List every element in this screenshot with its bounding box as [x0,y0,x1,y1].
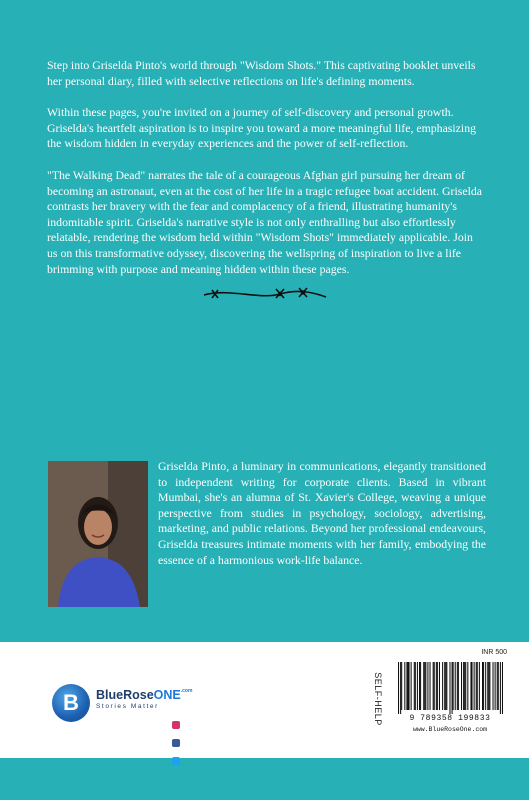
barcode-bar [485,662,486,710]
barcode-bar [495,662,496,710]
facebook-icon [172,739,180,747]
barcode-bar [423,662,424,710]
barcode-bar [419,662,420,710]
barcode-bar [479,662,480,710]
barcode-bar [453,662,454,710]
barcode-bar [455,662,456,710]
barcode-bar [424,662,425,710]
barcode-bar [427,662,428,710]
barcode-bar [400,662,401,714]
barcode-bar [444,662,445,710]
barcode-bar [452,662,453,714]
twitter-icon [172,757,180,765]
barcode-bar [463,662,464,710]
barcode-bar [488,662,489,710]
barcode-bar [502,662,503,714]
barcode-bar [406,662,407,710]
barcode-bar [474,662,475,710]
barcode-bar [401,662,402,710]
barcode-bar [489,662,490,710]
author-portrait-icon [48,461,148,607]
barcode-bar [436,662,437,710]
barcode-bar [457,662,458,710]
barcode-bar [411,662,412,710]
barcode-bar [482,662,483,710]
publisher-logo [52,684,193,728]
barcode-bar [465,662,466,710]
bluerose-logo-icon [52,684,90,722]
barcode-bar [425,662,426,710]
barbed-wire-divider [200,284,330,304]
barcode-bar [404,662,405,710]
barcode-bar [409,662,410,710]
author-photo [48,461,148,607]
barcode-bar [464,662,465,710]
barcode-bar [420,662,421,710]
barcode-bar [437,662,438,710]
barcode-bar [487,662,488,710]
barcode-bar [498,662,499,710]
barcode-bar [449,662,450,714]
instagram-icon [172,721,180,729]
isbn-number: 9 789358 199833 [409,714,491,723]
barcode-bar [467,662,468,710]
barcode-bar [446,662,447,710]
social-icons [172,716,182,725]
barcode-bar [483,662,484,710]
barcode-bar [497,662,498,710]
isbn-barcode [392,660,508,738]
barcode-bar [414,662,415,710]
barcode-bar [417,662,418,710]
blurb-paragraph-3: "The Walking Dead" narrates the tale of a courageous Afghan girl pursuing her dream of becoming an astronaut, even at the cost of her life in a tragic refugee boat accident. Griselda contrasts her bravery with the fear and complacency of a friend, illustrating humanity's indomitable spirit. Griselda's narrative style is not only enthralling but also effortlessly relatable, rendering the wisdom held within "Wisdom Shots" immediately applicable. Join us on this transformative odyssey, discovering the wellspring of inspiration to live a life brimming with purpose and meaning hidden within these pages. [47,167,482,276]
barcode-bar [477,662,478,710]
book-blurb [47,58,485,293]
price-label: INR 500 [481,649,507,656]
barcode-bar [472,662,473,710]
publisher-tagline: Stories Matter [96,703,159,710]
author-bio: Griselda Pinto, a luminary in communications, elegantly transitioned to independent writing for corporate clients. Based in vibrant Mumbai, she's an alumna of St. Xavier's College, weaving a unique perspective from studies in psychology, sociology, advertising, marketing, and public relations. Beyond her professional endeavours, Griselda treasures intimate moments with her family, embodying the essence of a harmonious work-life balance. [158,459,486,567]
barcode-bar [445,662,446,710]
barcode-bar [434,662,435,710]
publisher-name: BlueRoseONE$^{.com}$ [96,688,193,702]
barcode-bar [442,662,443,710]
category-label: SELF-HELP [373,672,383,726]
barcode-bar [407,662,408,710]
blurb-paragraph-1: Step into Griselda Pinto's world through "Wisdom Shots." This captivating booklet unveils her personal diary, filled with selective reflections on life's defining moments. [47,58,476,88]
barcode-bar [439,662,440,710]
publisher-website: www.BlueRoseOne.com [412,726,488,733]
barcode-bar [430,662,431,710]
barcode-bar [433,662,434,710]
barcode-bar [493,662,494,710]
barcode-bar [415,662,416,710]
barcode-icon [392,660,508,714]
barcode-bar [470,662,471,710]
blurb-paragraph-2: Within these pages, you're invited on a journey of self-discovery and personal growth. Griselda's heartfelt aspiration is to inspire you toward a more meaningful life, emphasizing the wisdom hidden in everyday experiences and the power of self-reflection. [47,105,476,151]
barcode-bar [476,662,477,710]
barcode-bar [500,662,501,714]
barcode-bar [458,662,459,710]
barcode-bar [461,662,462,710]
barcode-bar [398,662,399,714]
logo-letter: B [63,690,79,715]
